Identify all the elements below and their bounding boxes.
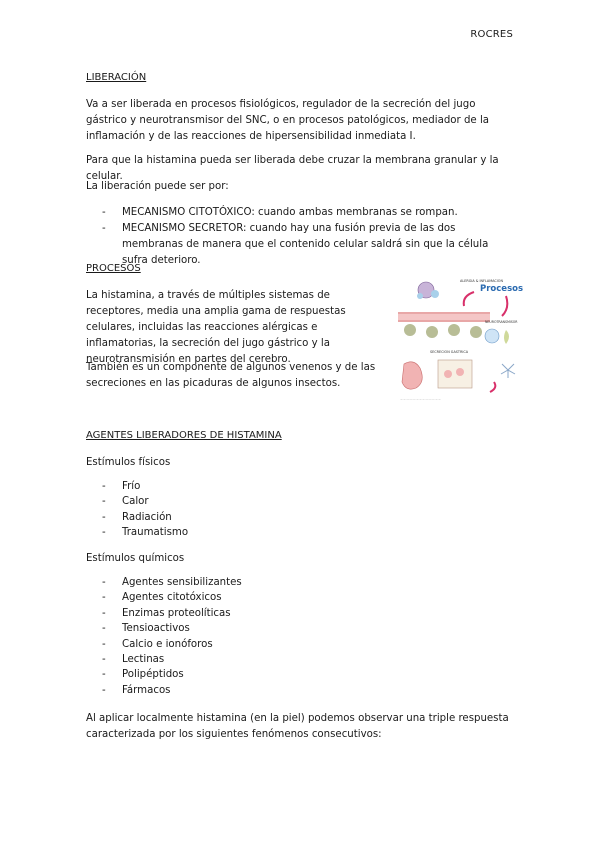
section-title-procesos: PROCESOS [86,263,141,274]
list-item: - Calor [102,496,149,508]
figure-label-gastric: SECRECION GASTRICA [430,350,469,354]
liberacion-mechanism-list [86,205,516,269]
svg-text:..............................: ...................................................... [400,398,442,401]
list-item: - Fármacos [102,684,171,696]
list-item: - Calcio e ionóforos [102,638,213,650]
list-item: - Lectinas [102,654,165,666]
estimulos-quimicos-label: Estímulos químicos [86,553,185,564]
section-title-liberacion: LIBERACIÓN [86,72,147,83]
list-item: - Frío [102,481,141,492]
figure-label-neuro: NEUROTRANSMISOR [485,320,518,324]
estimulos-quimicos-list [86,575,506,698]
procesos-paragraph-2: También es un componente de algunos venenos y de las secreciones en las picaduras de algunos insectos. [86,362,376,389]
liberacion-paragraph-3: La liberación puede ser por: [86,181,229,192]
figure-label-alergia: ALERGIA & INFLAMACION [460,279,503,283]
closing-paragraph: Al aplicar localmente histamina (en la piel) podemos observar una triple respuesta caracterizada por los siguientes fenómenos consecutivos: [86,713,509,740]
list-item: - MECANISMO SECRETOR: cuando hay una fusión previa de las dos membranas de manera que el contenido celular saldrá sin que la célula sufra deterioro. [102,223,489,266]
list-item: - Agentes citotóxicos [102,592,222,604]
figure-label-main: Procesos [480,284,524,294]
list-item: - Traumatismo [102,527,189,539]
section-title-agentes: AGENTES LIBERADORES DE HISTAMINA [86,430,282,441]
list-item: - Polipéptidos [102,669,184,681]
estimulos-fisicos-label: Estímulos físicos [86,457,171,468]
list-item: - Enzimas proteolíticas [102,607,231,619]
liberacion-paragraph-1: Va a ser liberada en procesos fisiológicos, regulador de la secreción del jugo gástrico y neurotransmisor del SNC, o en procesos patológicos, mediador de la inflamación y de las reacciones de hipersensibilidad inmediata I. [86,99,490,142]
list-item: - MECANISMO CITOTÓXICO: cuando ambas membranas se rompan. [102,207,458,218]
estimulos-fisicos-list [86,479,506,541]
list-item: - Agentes sensibilizantes [102,577,242,588]
histamine-processes-figure [398,274,524,406]
list-item: - Radiación [102,511,172,523]
header-author: ROCRES [470,29,513,40]
liberacion-paragraph-2: Para que la histamina pueda ser liberada debe cruzar la membrana granular y la celular. [86,155,499,182]
list-item: - Tensioactivos [102,623,190,635]
procesos-paragraph-1: La histamina, a través de múltiples sistemas de receptores, media una amplia gama de respuestas celulares, incluidas las reacciones alérgicas e inflamatorias, la secreción del jugo gástrico y la neurotransmisión en partes del cerebro. [86,290,346,365]
